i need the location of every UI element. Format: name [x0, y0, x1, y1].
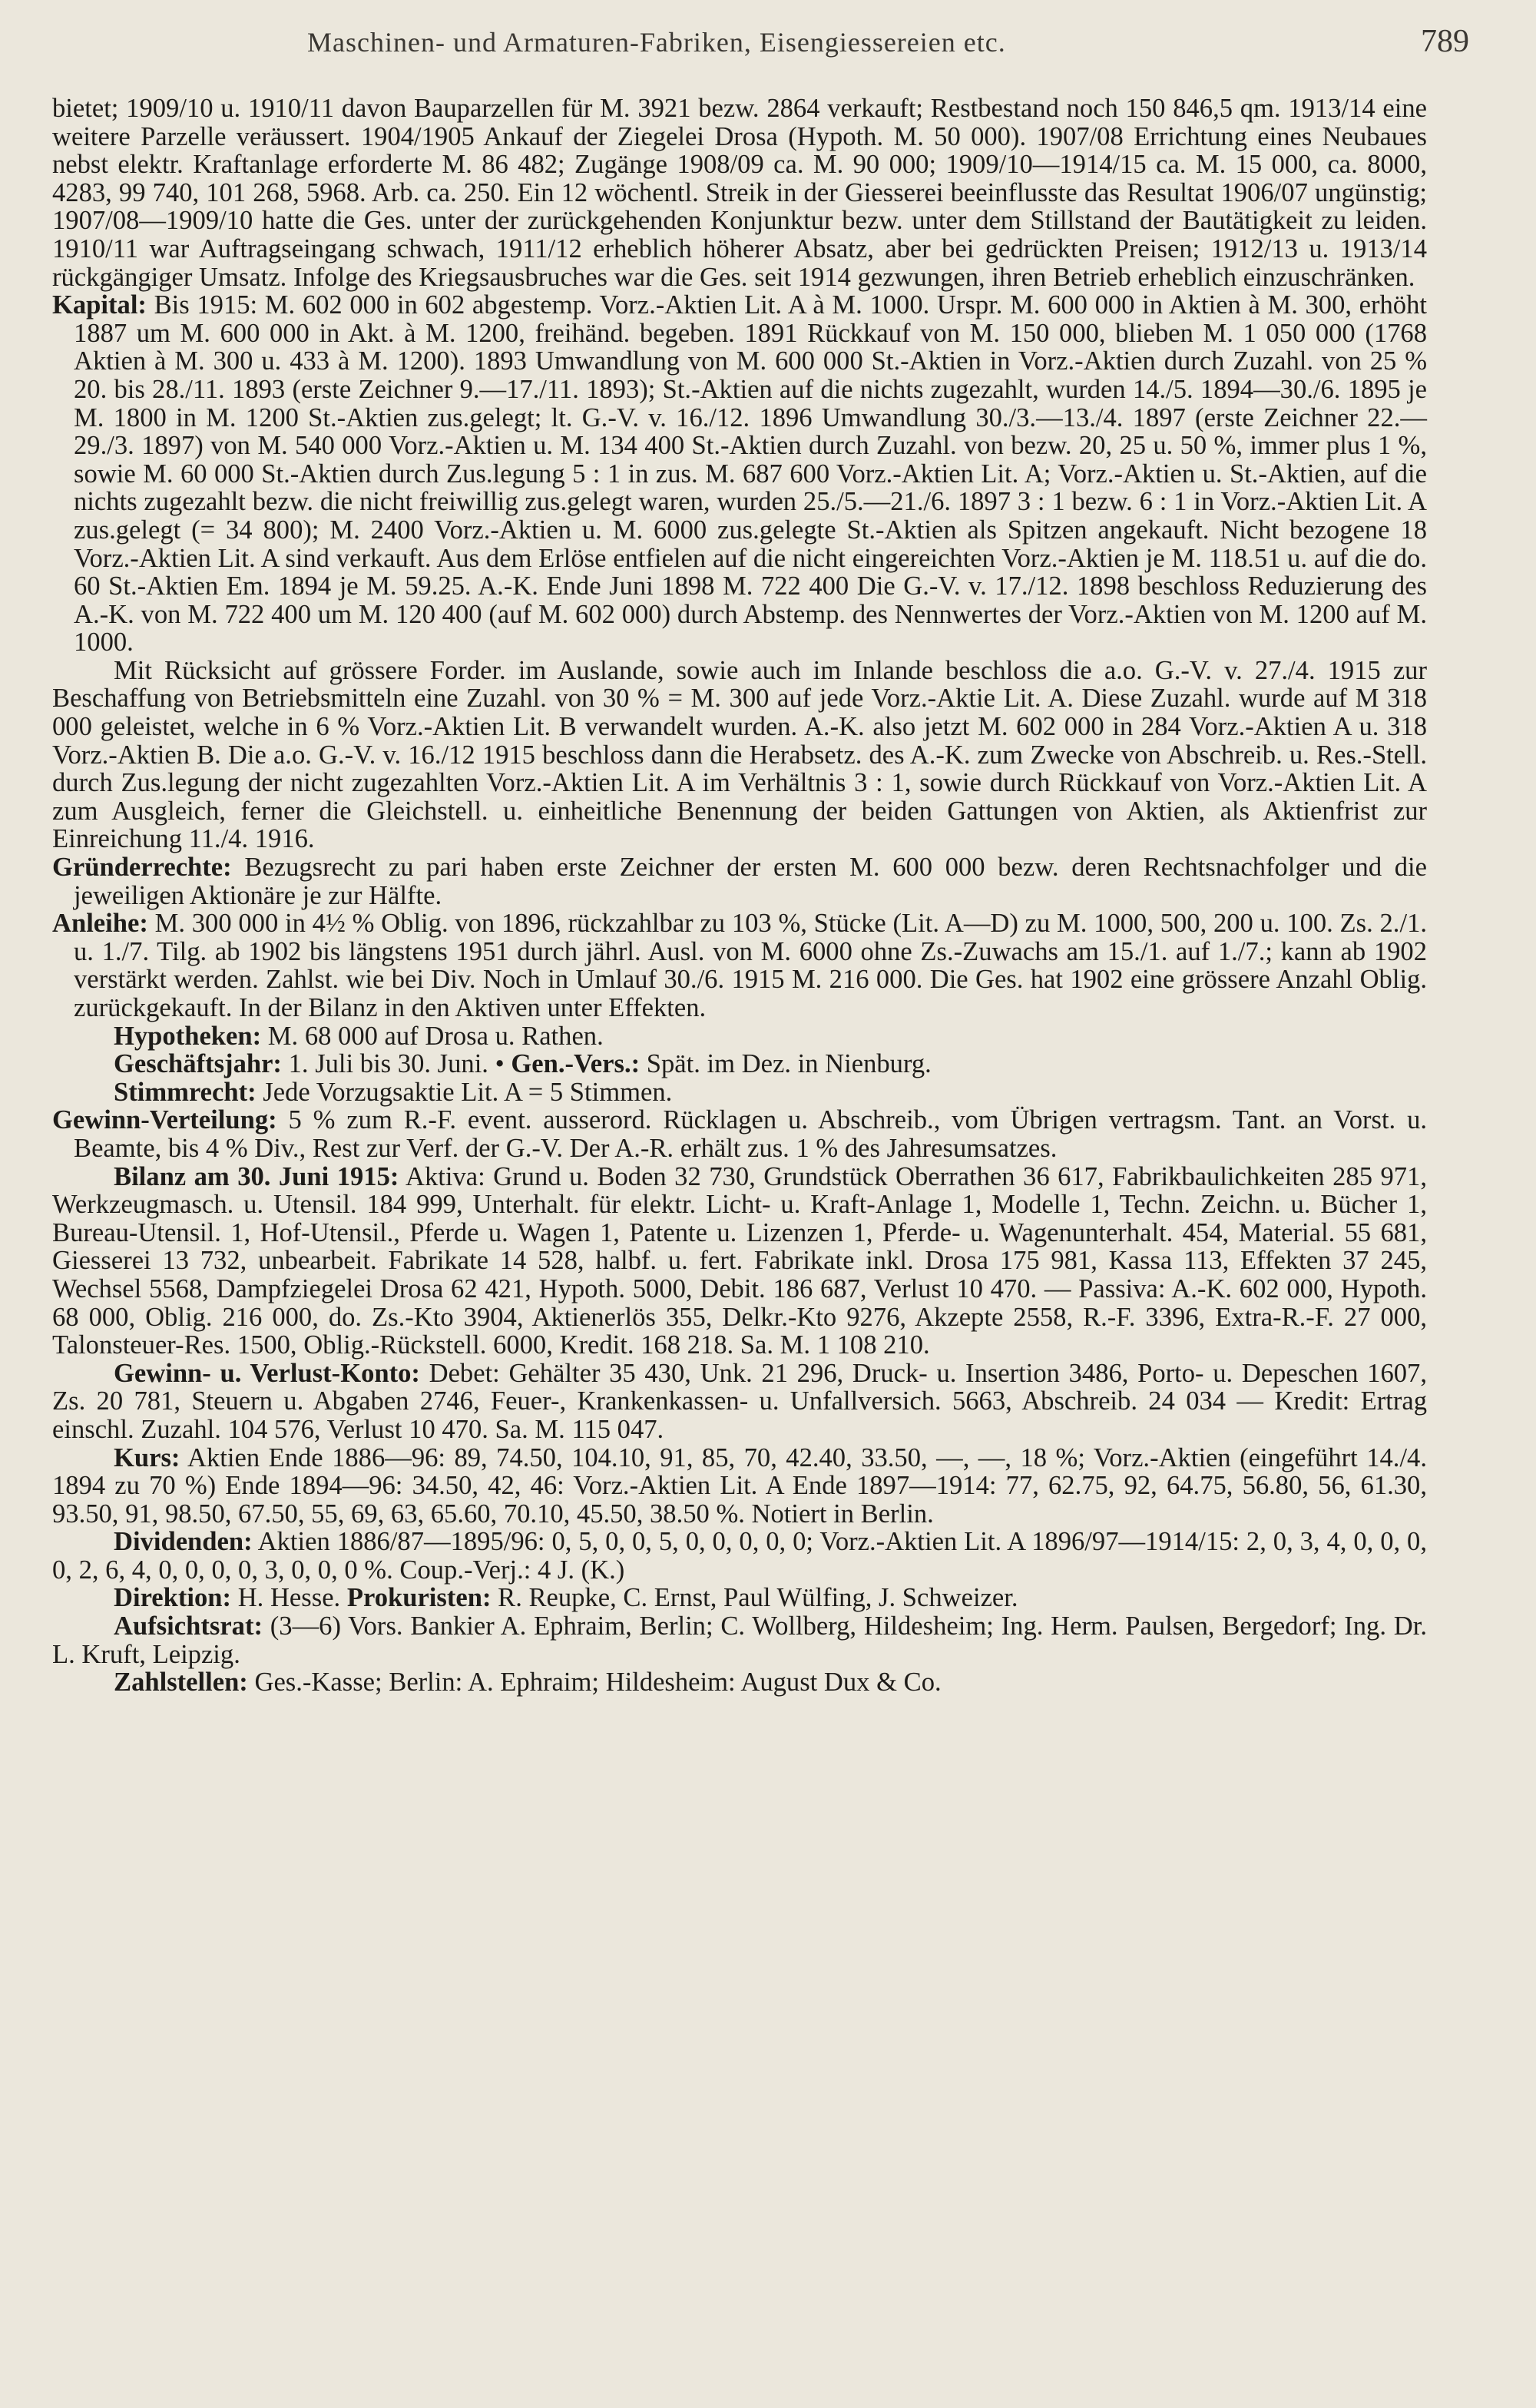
- prokuristen-label: Prokuristen:: [346, 1583, 492, 1613]
- gewinn-verlust-konto-label: Gewinn- u. Verlust-Konto:: [114, 1358, 420, 1388]
- gewinn-verteilung-label: Gewinn-Verteilung:: [52, 1105, 277, 1135]
- anleihe-text: M. 300 000 in 4½ % Oblig. von 1896, rückzahlbar zu 103 %, Stücke (Lit. A—D) zu M. 1000, 500, 200 u. 100. Zs. 2./1. u. 1./7. Tilg. ab 1902 bis längstens 1951 durch jährl. Ausl. von M. 6000 ohne Zs.-Zuwachs am 15./1. auf 1./7.; kann ab 1902 verstärkt werden. Zahlst. wie bei Div. Noch in Umlauf 30./6. 1915 M. 216 000. Die Ges. hat 1902 eine grössere Anzahl Oblig. zurückgekauft. In der Bilanz in den Aktiven unter Effekten.: [74, 909, 1427, 1022]
- gen-vers-text: Spät. im Dez. in Nienburg.: [646, 1049, 932, 1079]
- kurs-text: Aktien Ende 1886—96: 89, 74.50, 104.10, 91, 85, 70, 42.40, 33.50, —, —, 18 %; Vorz.-Aktien (eingeführt 14./4. 1894 zu 70 %) Ende 1894—96: 34.50, 42, 46: Vorz.-Aktien Lit. A Ende 1897—1914: 77, 62.75, 92, 64.75, 56.80, 56, 61.30, 93.50, 91, 98.50, 67.50, 55, 69, 63, 65.60, 70.10, 45.50, 38.50 %. Notiert in Berlin.: [52, 1442, 1427, 1529]
- gruenderrechte-text: Bezugsrecht zu pari haben erste Zeichner der ersten M. 600 000 bezw. deren Rechtsnachfolger und die jeweiligen Aktionäre je zur Hälfte.: [74, 853, 1427, 910]
- section-anleihe: [52, 909, 1427, 1022]
- gruenderrechte-label: Gründerrechte:: [52, 853, 232, 883]
- kapital-label: Kapital:: [52, 290, 147, 320]
- page-number: 789: [1421, 24, 1469, 59]
- zahlstellen-text: Ges.-Kasse; Berlin: A. Ephraim; Hildesheim: August Dux & Co.: [254, 1668, 942, 1698]
- anleihe-label: Anleihe:: [52, 909, 148, 939]
- section-geschaeftsjahr: [52, 1050, 1427, 1078]
- body-text: [52, 94, 1427, 1697]
- hypotheken-text: M. 68 000 auf Drosa u. Rathen.: [267, 1021, 604, 1051]
- stimmrecht-text: Jede Vorzugsaktie Lit. A = 5 Stimmen.: [263, 1077, 673, 1107]
- gewinn-verlust-konto-text: Debet: Gehälter 35 430, Unk. 21 296, Druck- u. Insertion 3486, Porto- u. Depeschen 1607, Zs. 20 781, Steuern u. Abgaben 2746, Feuer-, Krankenkassen- u. Unfallversich. 5663, Abschreib. 24 034 — Kredit: Ertrag einschl. Zuzahl. 104 576, Verlust 10 470. Sa. M. 115 047.: [52, 1358, 1427, 1444]
- kapital-continuation: Mit Rücksicht auf grössere Forder. im Auslande, sowie auch im Inlande beschloss die a.o. G.-V. v. 27./4. 1915 zur Beschaffung von Betriebsmitteln eine Zuzahl. von 30 % = M. 300 auf jede Vorz.-Aktie Lit. A. Diese Zuzahl. wurde auf M 318 000 geleistet, welche in 6 % Vorz.-Aktien Lit. B verwandelt wurden. A.-K. also jetzt M. 602 000 in 284 Vorz.-Aktien A u. 318 Vorz.-Aktien B. Die a.o. G.-V. v. 16./12 1915 beschloss dann die Herabsetz. des A.-K. zum Zwecke von Abschreib. u. Res.-Stell. durch Zus.legung der nicht zugezahlten Vorz.-Aktien Lit. A im Verhältnis 3 : 1, sowie durch Rückkauf von Vorz.-Aktien Lit. A zum Ausgleich, ferner die Gleichstell. u. einheitliche Benennung der beiden Gattungen von Aktien, als Aktienfrist zur Einreichung 11./4. 1916.: [52, 655, 1427, 854]
- dividenden-label: Dividenden:: [114, 1527, 253, 1557]
- section-bilanz: [52, 1163, 1427, 1360]
- stimmrecht-label: Stimmrecht:: [114, 1077, 257, 1107]
- section-stimmrecht: [52, 1078, 1427, 1107]
- kapital-text: Bis 1915: M. 602 000 in 602 abgestemp. Vorz.-Aktien Lit. A à M. 1000. Urspr. M. 600 000 in Aktien à M. 300, erhöht 1887 um M. 600 000 in Akt. à M. 1200, freihänd. begeben. 1891 Rückkauf von M. 150 000, blieben M. 1 050 000 (1768 Aktien à M. 300 u. 433 à M. 1200). 1893 Umwandlung von M. 600 000 St.-Aktien in Vorz.-Aktien durch Zuzahl. von 25 % 20. bis 28./11. 1893 (erste Zeichner 9.—17./11. 1893); St.-Aktien auf die nichts zugezahlt, wurden 14./5. 1894—30./6. 1895 je M. 1800 in M. 1200 St.-Aktien zus.gelegt; lt. G.-V. v. 16./12. 1896 Umwandlung 30./3.—13./4. 1897 (erste Zeichner 22.—29./3. 1897) von M. 540 000 Vorz.-Aktien u. M. 134 400 St.-Aktien durch Zuzahl. von bezw. 20, 25 u. 50 %, immer plus 1 %, sowie M. 60 000 St.-Aktien durch Zus.legung 5 : 1 in zus. M. 687 600 Vorz.-Aktien Lit. A; Vorz.-Aktien u. St.-Aktien, auf die nichts zugezahlt bezw. die nicht freiwillig zus.gelegt waren, wurden 25./5.—21./6. 1897 3 : 1 bezw. 6 : 1 in Vorz.-Aktien Lit. A zus.gelegt (= 34 800); M. 2400 Vorz.-Aktien u. M. 6000 zus.gelegte St.-Aktien als Spitzen angekauft. Nicht bezogene 18 Vorz.-Aktien Lit. A sind verkauft. Aus dem Erlöse entfielen auf die nicht eingereichten Vorz.-Aktien je M. 118.51 u. auf die do. 60 St.-Aktien Em. 1894 je M. 59.25. A.-K. Ende Juni 1898 M. 722 400 Die G.-V. v. 17./12. 1898 beschloss Reduzierung des A.-K. von M. 722 400 um M. 120 400 (auf M. 602 000) durch Abstemp. des Nennwertes der Vorz.-Aktien von M. 1200 auf M. 1000.: [74, 290, 1427, 657]
- gen-vers-label: Gen.-Vers.:: [511, 1049, 641, 1079]
- direktion-label: Direktion:: [114, 1583, 232, 1613]
- hypotheken-label: Hypotheken:: [114, 1021, 262, 1051]
- direktion-text: H. Hesse.: [237, 1583, 341, 1613]
- section-zahlstellen: [52, 1668, 1427, 1697]
- section-aufsichtsrat: [52, 1612, 1427, 1668]
- gewinn-verteilung-text: 5 % zum R.-F. event. ausserord. Rücklagen u. Abschreib., vom Übrigen vertragsm. Tant. an Vorst. u. Beamte, bis 4 % Div., Rest zur Verf. der G.-V. Der A.-R. erhält zus. 1 % des Jahresumsatzes.: [74, 1105, 1427, 1163]
- intro-paragraph: bietet; 1909/10 u. 1910/11 davon Bauparzellen für M. 3921 bezw. 2864 verkauft; Restbestand noch 150 846,5 qm. 1913/14 eine weitere Parzelle veräussert. 1904/1905 Ankauf der Ziegelei Drosa (Hypoth. M. 50 000). 1907/08 Errichtung eines Neubaues nebst elektr. Kraftanlage erforderte M. 86 482; Zugänge 1908/09 ca. M. 90 000; 1909/10—1914/15 ca. M. 15 000, ca. 8000, 4283, 99 740, 101 268, 5968. Arb. ca. 250. Ein 12 wöchentl. Streik in der Giesserei beeinflusste das Resultat 1906/07 ungünstig; 1907/08—1909/10 hatte die Ges. unter der zurückgehenden Konjunktur bezw. unter dem Stillstand der Bautätigkeit zu leiden. 1910/11 war Auftragseingang schwach, 1911/12 erheblich höherer Absatz, aber bei gedrückten Preisen; 1912/13 u. 1913/14 rückgängiger Umsatz. Infolge des Kriegsausbruches war die Ges. seit 1914 gezwungen, ihren Betrieb erheblich einzuschränken.: [52, 94, 1427, 292]
- zahlstellen-label: Zahlstellen:: [114, 1668, 248, 1698]
- aufsichtsrat-text: (3—6) Vors. Bankier A. Ephraim, Berlin; C. Wollberg, Hildesheim; Ing. Herm. Paulsen, Bergedorf; Ing. Dr. L. Kruft, Leipzig.: [52, 1611, 1427, 1669]
- kurs-label: Kurs:: [114, 1442, 180, 1472]
- dividenden-text: Aktien 1886/87—1895/96: 0, 5, 0, 0, 5, 0, 0, 0, 0, 0; Vorz.-Aktien Lit. A 1896/97—1914/15: 2, 0, 3, 4, 0, 0, 0, 0, 2, 6, 4, 0, 0, 0, 0, 3, 0, 0, 0 %. Coup.-Verj.: 4 J. (K.): [52, 1527, 1427, 1585]
- aufsichtsrat-label: Aufsichtsrat:: [114, 1611, 263, 1641]
- prokuristen-text: R. Reupke, C. Ernst, Paul Wülfing, J. Schweizer.: [498, 1583, 1018, 1613]
- section-kapital: [52, 291, 1427, 657]
- bilanz-label: Bilanz am 30. Juni 1915:: [114, 1161, 399, 1191]
- geschaeftsjahr-label: Geschäftsjahr:: [114, 1049, 282, 1079]
- section-direktion: [52, 1584, 1427, 1612]
- section-dividenden: [52, 1528, 1427, 1584]
- geschaeftsjahr-text: 1. Juli bis 30. Juni. •: [288, 1049, 505, 1079]
- header-title: Maschinen- und Armaturen-Fabriken, Eisengiessereien etc.: [307, 27, 1006, 58]
- bilanz-text: Aktiva: Grund u. Boden 32 730, Grundstück Oberrathen 36 617, Fabrikbaulichkeiten 285 971, Werkzeugmasch. u. Utensil. 184 999, Unterhalt. für elektr. Licht- u. Kraft-Anlage 1, Modelle 1, Techn. Zeichn. u. Bücher 1, Bureau-Utensil. 1, Hof-Utensil., Pferde u. Wagen 1, Patente u. Lizenzen 1, Pferde- u. Wagenunterhalt. 454, Material. 55 681, Giesserei 13 732, unbearbeit. Fabrikate 14 528, halbf. u. fert. Fabrikate inkl. Drosa 175 981, Kassa 113, Effekten 37 245, Wechsel 5568, Dampfziegelei Drosa 62 421, Hypoth. 5000, Debit. 186 687, Verlust 10 470. — Passiva: A.-K. 602 000, Hypoth. 68 000, Oblig. 216 000, do. Zs.-Kto 3904, Aktienerlös 355, Delkr.-Kto 9276, Akzepte 2558, R.-F. 3396, Extra-R.-F. 27 000, Talonsteuer-Res. 1500, Oblig.-Rückstell. 6000, Kredit. 168 218. Sa. M. 1 108 210.: [52, 1161, 1427, 1360]
- section-gruenderrechte: [52, 853, 1427, 909]
- running-header: [0, 17, 1536, 71]
- section-gewinn-verteilung: [52, 1106, 1427, 1162]
- section-gewinn-verlust-konto: [52, 1360, 1427, 1444]
- section-kurs: [52, 1444, 1427, 1529]
- section-hypotheken: [52, 1022, 1427, 1051]
